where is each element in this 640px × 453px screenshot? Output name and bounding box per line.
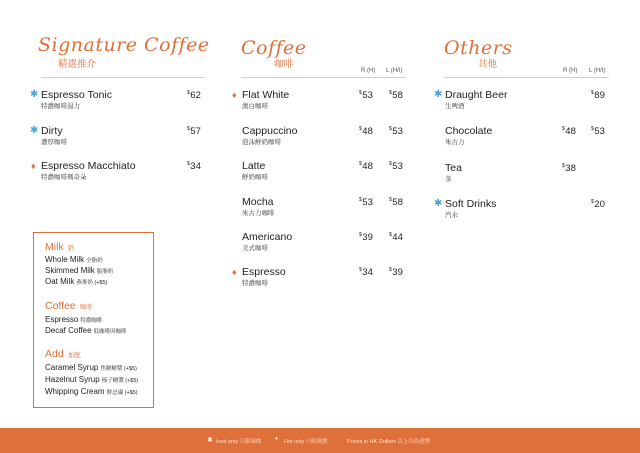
item-name: Chocolate xyxy=(445,125,493,137)
option-item: Hazelnut Syrup 榛子糖漿 (+$5) xyxy=(45,375,139,384)
col-header-regular: R (H) xyxy=(361,68,376,74)
coffee-title: Coffee xyxy=(241,37,307,59)
footer-bar xyxy=(0,428,640,453)
item-name-zh: 朱古力咖啡 xyxy=(242,210,275,217)
item-name-zh: 泡沫鮮奶咖啡 xyxy=(242,139,281,146)
price-large: $20 xyxy=(591,199,605,210)
coffee-divider xyxy=(241,77,406,78)
item-name: Espresso xyxy=(242,266,286,278)
coffee-subtitle: 咖啡 xyxy=(274,59,294,70)
item-name-zh: 生啤酒 xyxy=(445,103,465,110)
col-header-large: L (H/I) xyxy=(589,68,606,74)
flame-icon: ♦ xyxy=(232,267,237,277)
item-name: Cappuccino xyxy=(242,125,298,137)
milk-heading: Milk 奶 xyxy=(45,241,75,253)
item-name: Soft Drinks xyxy=(445,198,497,210)
price-large: $53 xyxy=(389,126,403,137)
snowflake-icon: ✱ xyxy=(434,198,443,209)
footer-iced-note: Iced only 只限凍飲 xyxy=(216,439,262,445)
signature-divider xyxy=(41,77,205,78)
footer-hot-note: Hot only 只限熱飲 xyxy=(284,439,328,445)
option-item: Decaf Coffee 低咖啡因咖啡 xyxy=(45,326,127,335)
item-price: $34 xyxy=(187,161,201,172)
price-large: $39 xyxy=(389,267,403,278)
options-box xyxy=(33,232,154,408)
signature-subtitle: 精選推介 xyxy=(58,59,97,70)
price-large: $53 xyxy=(389,161,403,172)
price-large: $58 xyxy=(389,197,403,208)
flame-icon: ♦ xyxy=(232,90,237,100)
col-header-regular: R (H) xyxy=(563,68,578,74)
price-regular: $48 xyxy=(359,161,373,172)
item-name-zh: 汽水 xyxy=(445,212,458,219)
item-name: Flat White xyxy=(242,89,290,101)
price-large: $89 xyxy=(591,90,605,101)
signature-title: Signature Coffee xyxy=(38,34,210,56)
others-divider xyxy=(444,77,609,78)
item-name-zh: 特濃咖啡 xyxy=(242,280,268,287)
price-large: $53 xyxy=(591,126,605,137)
add-heading: Add 加配 xyxy=(45,348,81,360)
price-regular: $53 xyxy=(359,90,373,101)
item-name: Dirty xyxy=(41,125,63,137)
price-regular: $34 xyxy=(359,267,373,278)
item-name-zh: 濃厚咖啡 xyxy=(41,139,67,146)
price-regular: $48 xyxy=(562,126,576,137)
item-name-zh: 鮮奶咖啡 xyxy=(242,174,268,181)
item-name-zh: 茶 xyxy=(445,176,452,183)
item-name: Americano xyxy=(242,231,293,243)
option-item: Caramel Syrup 焦糖糖漿 (+$5) xyxy=(45,363,137,372)
option-item: Whipping Cream 鮮忌廉 (+$5) xyxy=(45,387,138,396)
item-name-zh: 美式咖啡 xyxy=(242,245,268,252)
option-item: Skimmed Milk 脫脂奶 xyxy=(45,266,114,275)
snowflake-icon: ✱ xyxy=(30,89,39,100)
price-large: $44 xyxy=(389,232,403,243)
item-name: Espresso Tonic xyxy=(41,89,113,101)
price-regular: $39 xyxy=(359,232,373,243)
flame-icon: ♦ xyxy=(275,436,279,442)
col-header-large: L (H/I) xyxy=(386,68,403,74)
snowflake-icon: ✱ xyxy=(30,125,39,136)
item-name-zh: 特濃咖啡湯力 xyxy=(41,103,80,110)
item-name: Draught Beer xyxy=(445,89,508,101)
price-regular: $48 xyxy=(359,126,373,137)
snowflake-icon: ✱ xyxy=(434,89,443,100)
item-name-zh: 特濃咖啡瑪奇朵 xyxy=(41,174,87,181)
option-item: Whole Milk 全脂奶 xyxy=(45,255,103,264)
flame-icon: ♦ xyxy=(31,161,36,171)
item-name-zh: 朱古力 xyxy=(445,139,465,146)
footer-prices-note: Prices in HK Dollars 以上均為港幣 xyxy=(347,439,431,445)
item-price: $62 xyxy=(187,90,201,101)
item-name: Espresso Macchiato xyxy=(41,160,136,172)
price-large: $58 xyxy=(389,90,403,101)
option-item: Oat Milk 燕麥奶 (+$5) xyxy=(45,277,108,286)
item-name: Latte xyxy=(242,160,266,172)
others-subtitle: 其他 xyxy=(478,59,498,70)
item-name-zh: 澳白咖啡 xyxy=(242,103,268,110)
item-name: Tea xyxy=(445,162,462,174)
item-price: $57 xyxy=(187,126,201,137)
coffee-option-heading: Coffee 咖啡 xyxy=(45,300,93,312)
option-item: Espresso 特濃咖啡 xyxy=(45,315,103,324)
price-regular: $53 xyxy=(359,197,373,208)
price-regular: $38 xyxy=(562,163,576,174)
item-name: Mocha xyxy=(242,196,274,208)
snowflake-icon: ✱ xyxy=(207,437,213,444)
others-title: Others xyxy=(444,37,513,59)
